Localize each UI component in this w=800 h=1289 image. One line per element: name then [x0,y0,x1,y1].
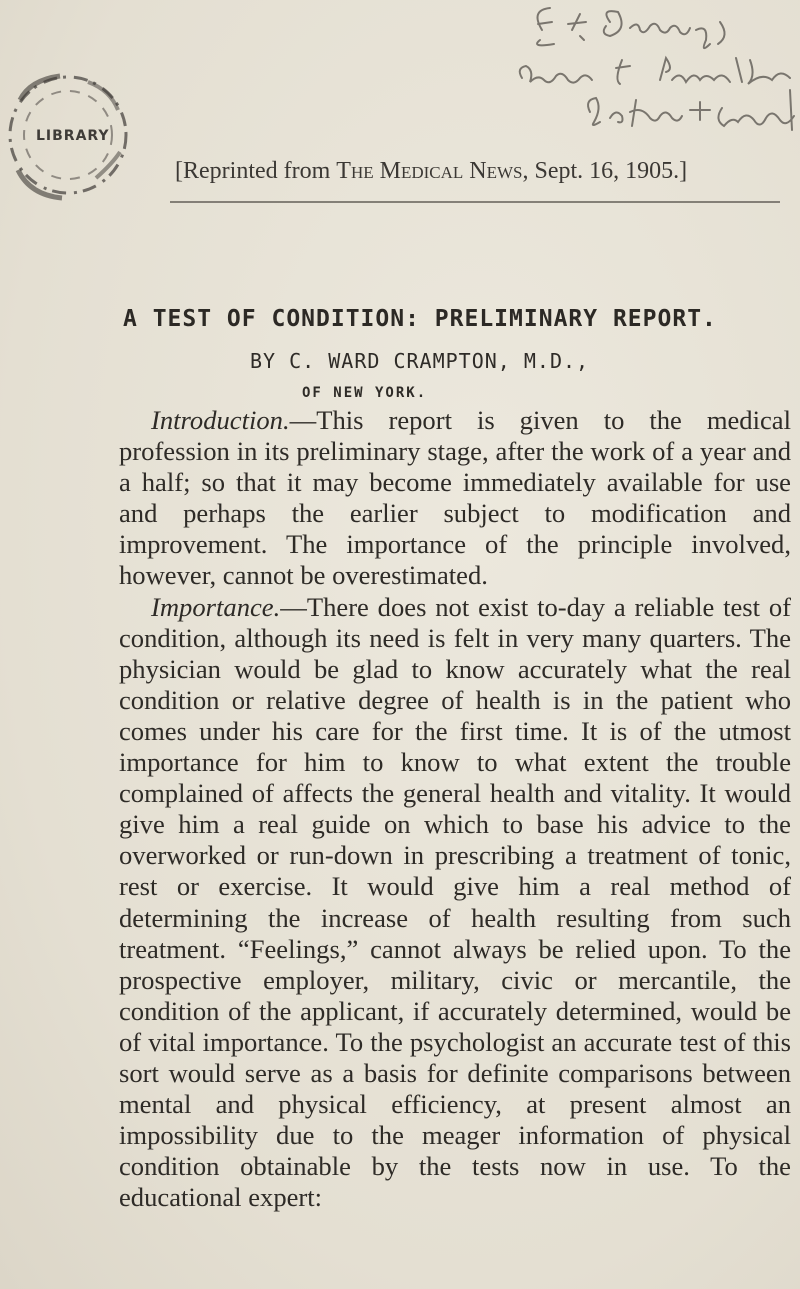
paragraph-heading: Introduction. [151,405,290,435]
paragraph-introduction [119,405,791,592]
handwritten-inscription [510,0,800,160]
reprint-notice [175,158,687,185]
article-author: BY C. WARD CRAMPTON, M.D., [250,349,590,373]
journal-name: The Medical News [336,158,523,184]
header-rule [170,201,780,203]
handwritten-inscription-drawing [510,0,800,160]
paragraph-text: —This report is given to the medical profession in its preliminary stage, after the work of a year and a half; so that it may become immediately available for use and perhaps the earlier subject to modification and improvement. The importance of the principle involved, however, cannot be overestimated. [119,405,791,591]
paragraph-importance [119,592,791,1214]
article-title: A TEST OF CONDITION: PRELIMINARY REPORT. [123,306,717,332]
author-location: OF NEW YORK. [302,385,428,401]
library-stamp-text: LIBRARY [36,128,110,144]
article-body [119,405,791,1213]
paragraph-heading: Importance. [151,591,281,622]
reprint-prefix: [Reprinted from [175,158,337,184]
library-stamp [0,60,150,210]
paragraph-text: —There does not exist to-day a reliable test of condition, although its need is felt in very many quarters. The physician would be glad to know accurately what the real condition or relative degree of health is in the patient who comes under his care for the first time. It is of the utmost importance for him to know to what extent the trouble complained of affects the general health and vitality. It would give him a real guide on which to base his advice to the overworked or run-down in prescribing a treatment of tonic, rest or exercise. It would give him a real method of determining the increase of health resulting from such treatment. “Feelings,” cannot always be relied upon. To the prospective employer, military, civic or mercantile, the condition of the applicant, if accurately determined, would be of vital importance. To the psychologist an accurate test of this sort would serve as a basis for definite comparisons between mental and physical efficiency, at present almost an impossibility due to the meager information of physical condition obtainable by the tests now in use. To the educational expert: [119,591,791,1213]
reprint-suffix: , Sept. 16, 1905.] [522,158,688,184]
